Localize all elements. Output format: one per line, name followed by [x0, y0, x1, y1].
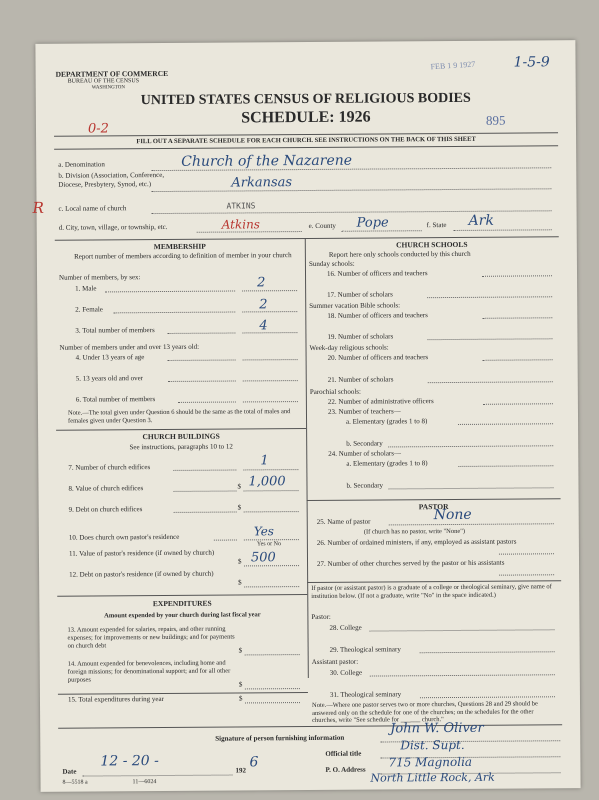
- official-title-value: Dist. Supt.: [400, 737, 465, 753]
- q12-label: 12. Debt on pastor's residence (if owned by church): [69, 569, 214, 579]
- city-town-label: d. City, town, village, or township, etc.: [58, 222, 168, 232]
- q11-label: 11. Value of pastor's residence (if owned by church): [68, 548, 215, 558]
- denomination-label: a. Denomination: [58, 160, 105, 169]
- pastor-sub-label: Pastor:: [311, 612, 331, 621]
- pastor-heading: PASTOR: [418, 502, 449, 512]
- q28-label: 28. College: [329, 623, 362, 632]
- form-title: UNITED STATES CENSUS OF RELIGIOUS BODIES: [140, 90, 471, 109]
- membership-heading: MEMBERSHIP: [153, 241, 206, 252]
- serial-number: 895: [485, 112, 506, 128]
- asst-pastor-label: Assistant pastor:: [311, 657, 359, 666]
- address-value: 715 Magnolia: [388, 754, 473, 770]
- division-value: Arkansas: [231, 175, 293, 191]
- code-mark: 0-2: [87, 121, 109, 137]
- by-sex-label: Number of members, by sex:: [59, 273, 141, 282]
- q18-label: 18. Number of officers and teachers: [327, 311, 428, 320]
- instruction-line: FILL OUT A SEPARATE SCHEDULE FOR EACH CHURCH. SEE INSTRUCTIONS ON THE BACK OF THIS SHEET: [136, 135, 476, 146]
- department-label: DEPARTMENT OF COMMERCE: [55, 68, 169, 79]
- address-label: P. O. Address: [325, 765, 366, 774]
- q4-label: 4. Under 13 years of age: [75, 353, 145, 362]
- q10-value: Yes: [253, 524, 274, 539]
- city-label: WASHINGTON: [91, 85, 125, 91]
- q3-value: 4: [259, 318, 268, 334]
- bureau-label: BUREAU OF THE CENSUS: [67, 78, 140, 85]
- q3-label: 3. Total number of members: [75, 326, 155, 335]
- q8-label: 8. Value of church edifices: [68, 484, 144, 493]
- year-prefix: 192: [235, 766, 247, 775]
- q2-value: 2: [259, 297, 268, 313]
- q5-label: 5. 13 years old and over: [75, 374, 144, 383]
- q7-value: 1: [260, 453, 269, 469]
- q22-label: 22. Number of administrative officers: [327, 397, 434, 406]
- q27-label: 27. Number of other churches served by the pastor or his assistants: [317, 558, 505, 568]
- membership-sub: Report number of members according to definition of member in your church: [74, 251, 292, 261]
- q16-label: 16. Number of officers and teachers: [326, 269, 428, 278]
- county-value: Pope: [356, 215, 389, 231]
- q25-value: None: [433, 506, 472, 524]
- year-value: 6: [249, 754, 259, 771]
- q13-label: 13. Amount expended for salaries, repairs, and other running expenses; for improvements or new buildings; and for payments on church debt: [67, 625, 235, 650]
- weekday-schools-label: Week-day religious schools:: [309, 343, 389, 352]
- census-form-sheet: DEPARTMENT OF COMMERCE BUREAU OF THE CENSUS WASHINGTON FEB 1 9 1927 1-5-9 UNITED STATES CENSUS OF RELIGIOUS BODIES SCHEDULE: 1926 0-2 895 FILL OUT A SEPARATE SCHEDULE FOR EACH CHURCH. SEE INSTRUCTIONS ON THE BACK OF THIS SHEET a. Denomination Church of the Nazarene b. Division (Association, Conference, Diocese, Presbytery, Synod, etc.) Arkansas c. Local name of church ATKINS R d. City, town, village, or township, etc. Atkins e. County Pope f. State Ark MEMBERSHIP Report number of members according to definition of member in your church Number of members, by sex: 1. Male 2 2. Female 2 3. Total number of members 4 Number of members under and over 13 years old: 4. Under 13 years of age 5. 13 years old and over 6. Total number of members Note.—The total given under Question 6 should be the same as the total of males and females given under Question 3. CHURCH BUILDINGS See instructions, paragraphs 10 to 12 7. Number of church edifices 1 8. Value of church edifices $ 1,000 9. Debt on church edifices $ 10. Does church own pastor's residence Yes Yes or No 11. Value of pastor's residence (if owned by church) $ 500 12. Debt on pastor's residence (if owned by church) $ EXPENDITURES Amount expended by your church during last fiscal year 13. Amount expended for salaries, repairs, and other running expenses; for improvements or new buildings; and for payments on church debt $ 14. Amount expended for benevolences, including home and foreign missions; for denominational support; and for all other purposes $ 15. Total expenditures during year $ CHURCH SCHOOLS Report here only schools conducted by this church Sunday schools: 16. Number of officers and teachers 17. Number of scholars Summer vacation Bible schools: 18. Number of officers and teachers 19. Number of scholars Week-day religious schools: 20. Number of officers and teachers 21. Number of scholars Parochial schools: 22. Number of administrative officers 23. Number of teachers— a. Elementary (grades 1 to 8) b. Secondary 24. Number of scholars— a. Elementary (grades 1 to 8) b. Secondary PASTOR 25. Name of pastor None (If church has no pastor, write "None") 26. Number of ordained ministers, if any, employed as assistant pastors 27. Number of other churches served by the pastor or his assistants If pastor (or assistant pastor) is a graduate of a college or theological seminary, give name of institution below. (If not a graduate, write "No" in the space indicated.) Pastor: 28. College 29. Theological seminary Assistant pastor: 30. College 31. Theological seminary Note.—Where one pastor serves two or more churches, Questions 28 and 29 should be answered only on the schedule for one of the churches; on the schedules for the other churches, write "See schedule for ______ church." Signature of person furnishing information John W. Oliver Official title Dist. Supt. Date 12 - 20 - 192 6 P. O. Address 715 Magnolia North Little Rock, Ark 8—5518 a 11—6024: [35, 40, 580, 792]
- official-title-label: Official title: [325, 749, 362, 758]
- q10-hint: Yes or No: [256, 541, 281, 548]
- expenditures-heading: EXPENDITURES: [152, 598, 212, 609]
- city-town-value: Atkins: [221, 217, 260, 232]
- schools-heading: CHURCH SCHOOLS: [396, 239, 468, 250]
- q24-label: 24. Number of scholars—: [328, 449, 402, 458]
- q21-label: 21. Number of scholars: [327, 375, 394, 384]
- date-label: Date: [62, 767, 77, 776]
- division-label: b. Division (Association, Conference, Diocese, Presbytery, Synod, etc.): [58, 170, 165, 189]
- schools-sub: Report here only schools conducted by this church: [328, 249, 471, 259]
- denomination-value: Church of the Nazarene: [181, 152, 353, 170]
- q14-label: 14. Amount expended for benevolences, including home and foreign missions; for denominational support; and for all other purposes: [67, 659, 231, 684]
- schedule-title: SCHEDULE: 1926: [241, 108, 371, 127]
- county-label: e. County: [308, 221, 336, 230]
- corner-mark: 1-5-9: [513, 54, 550, 71]
- local-name-value: ATKINS: [226, 201, 256, 211]
- signature-label: Signature of person furnishing information: [215, 733, 345, 743]
- q25-label: 25. Name of pastor: [316, 517, 371, 526]
- local-name-label: c. Local name of church: [58, 204, 127, 213]
- q1-label: 1. Male: [75, 284, 97, 293]
- q7-label: 7. Number of church edifices: [68, 463, 151, 472]
- date-value: 12 - 20 -: [100, 753, 159, 770]
- q31-label: 31. Theological seminary: [329, 690, 402, 699]
- q15-label: 15. Total expenditures during year: [67, 695, 165, 704]
- state-value: Ark: [468, 212, 494, 229]
- pastor-note: Note.—Where one pastor serves two or more churches, Questions 28 and 29 should be answered only on the schedule for one of the churches; on the schedules for the other churches, write "See schedule for ______ church.": [311, 700, 538, 724]
- q25-hint: (If church has no pastor, write "None"): [363, 527, 466, 536]
- graduate-note: If pastor (or assistant pastor) is a graduate of a college or theological seminary, give name of institution below. (If not a graduate, write "No" in the space indicated.): [311, 583, 552, 600]
- state-label: f. State: [426, 221, 447, 230]
- q9-label: 9. Debt on church edifices: [68, 505, 143, 514]
- q11-value: 500: [250, 550, 276, 566]
- q24b-label: b. Secondary: [346, 481, 384, 490]
- margin-mark: R: [32, 198, 44, 217]
- expenditures-sub: Amount expended by your church during last fiscal year: [104, 611, 261, 620]
- form-number: 8—5518 a: [62, 779, 88, 786]
- q2-label: 2. Female: [75, 305, 103, 314]
- received-stamp: FEB 1 9 1927: [430, 59, 476, 72]
- q19-label: 19. Number of scholars: [327, 332, 394, 341]
- q8-value: 1,000: [248, 474, 286, 490]
- summer-schools-label: Summer vacation Bible schools:: [309, 301, 401, 310]
- q20-label: 20. Number of officers and teachers: [327, 353, 429, 362]
- by-age-label: Number of members under and over 13 years old:: [59, 342, 200, 352]
- signature-value: John W. Oliver: [390, 720, 484, 737]
- buildings-sub: See instructions, paragraphs 10 to 12: [129, 442, 233, 452]
- q26-label: 26. Number of ordained ministers, if any, employed as assistant pastors: [316, 537, 517, 547]
- address-value-2: North Little Rock, Ark: [370, 770, 495, 785]
- q17-label: 17. Number of scholars: [327, 290, 393, 299]
- sunday-schools-label: Sunday schools:: [308, 259, 355, 268]
- print-number: 11—6024: [132, 779, 157, 786]
- q1-value: 2: [257, 275, 266, 291]
- q23b-label: b. Secondary: [346, 439, 383, 448]
- q23-label: 23. Number of teachers—: [327, 407, 401, 416]
- q23a-label: a. Elementary (grades 1 to 8): [346, 417, 428, 426]
- buildings-heading: CHURCH BUILDINGS: [142, 431, 220, 442]
- q29-label: 29. Theological seminary: [329, 645, 401, 654]
- q10-label: 10. Does church own pastor's residence: [68, 532, 180, 542]
- membership-note: Note.—The total given under Question 6 should be the same as the total of males and females given under Question 3.: [67, 408, 291, 425]
- q24a-label: a. Elementary (grades 1 to 8): [346, 459, 428, 468]
- parochial-schools-label: Parochial schools:: [309, 387, 361, 396]
- q30-label: 30. College: [329, 668, 363, 677]
- q6-label: 6. Total number of members: [75, 395, 156, 404]
